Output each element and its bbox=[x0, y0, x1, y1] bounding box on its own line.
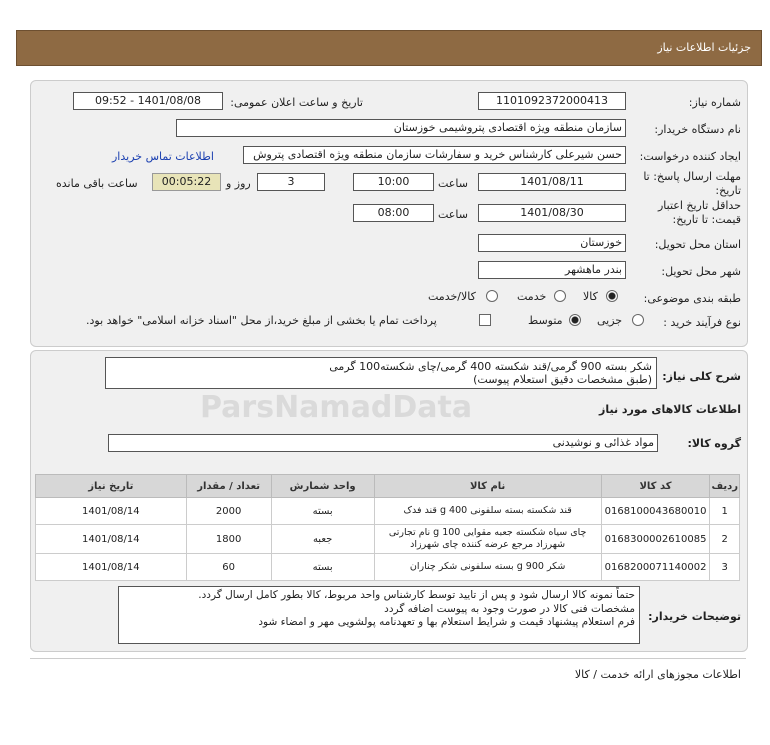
province-field: خوزستان bbox=[478, 234, 626, 252]
goods-group-field: مواد غذائی و نوشیدنی bbox=[108, 434, 658, 452]
summary-box bbox=[105, 357, 657, 389]
cell-code: 0168100043680010 bbox=[601, 498, 710, 525]
need-number-label: شماره نیاز: bbox=[688, 96, 741, 109]
category-option-goods-service: کالا/خدمت bbox=[428, 290, 476, 303]
deadline-time-field: 10:00 bbox=[353, 173, 434, 191]
category-radio-service[interactable] bbox=[554, 290, 566, 302]
col-name: نام کالا bbox=[374, 475, 601, 498]
footer-divider bbox=[30, 658, 746, 659]
cell-row: 2 bbox=[710, 525, 740, 554]
goods-table bbox=[35, 474, 740, 581]
validity-time-label: ساعت bbox=[438, 208, 468, 221]
cell-need-date: 1401/08/14 bbox=[36, 498, 187, 525]
buyer-contact-link[interactable]: اطلاعات تماس خریدار bbox=[112, 150, 214, 163]
summary-label: شرح کلی نیاز: bbox=[662, 370, 741, 383]
need-number-field: 1101092372000413 bbox=[478, 92, 626, 110]
treasury-payment-checkbox[interactable] bbox=[479, 314, 491, 326]
deadline-date-field: 1401/08/11 bbox=[478, 173, 626, 191]
buyer-org-label: نام دستگاه خریدار: bbox=[654, 123, 741, 136]
announce-date-label: تاریخ و ساعت اعلان عمومی: bbox=[230, 96, 363, 109]
watermark: ParsNamadData bbox=[200, 390, 473, 425]
cell-quantity: 60 bbox=[186, 554, 271, 581]
days-remaining-field: 3 bbox=[257, 173, 325, 191]
province-label: استان محل تحویل: bbox=[654, 238, 741, 251]
cell-name: چای سیاه شکسته جعبه مقوایی 100 g نام تجارتی شهرزاد مرجع عرضه کننده چای شهرزاد bbox=[374, 525, 601, 554]
notes-box bbox=[118, 586, 640, 644]
cell-row: 3 bbox=[710, 554, 740, 581]
summary-line1: شکر بسته 900 گرمی/قند شکسته 400 گرمی/چای شکسته100 گرمی bbox=[329, 360, 652, 373]
process-option-medium: متوسط bbox=[528, 314, 563, 327]
validity-time-field: 08:00 bbox=[353, 204, 434, 222]
category-radio-goods-service[interactable] bbox=[486, 290, 498, 302]
cell-quantity: 1800 bbox=[186, 525, 271, 554]
validity-date-field: 1401/08/30 bbox=[478, 204, 626, 222]
category-label: طبقه بندی موضوعی: bbox=[643, 292, 741, 305]
notes-label: توضیحات خریدار: bbox=[648, 610, 741, 623]
process-label: نوع فرآیند خرید : bbox=[663, 316, 741, 329]
goods-section-title: اطلاعات کالاهای مورد نیاز bbox=[599, 403, 741, 416]
col-row: ردیف bbox=[710, 475, 740, 498]
cell-quantity: 2000 bbox=[186, 498, 271, 525]
cell-code: 0168300002610085 bbox=[601, 525, 710, 554]
footer-permits-title: اطلاعات مجوزهای ارائه خدمت / کالا bbox=[574, 668, 741, 681]
buyer-org-field: سازمان منطقه ویژه اقتصادی پتروشیمی خوزستان bbox=[176, 119, 626, 137]
summary-line2: (طبق مشخصات دقیق استعلام پیوست) bbox=[473, 373, 652, 386]
cell-name: شکر 900 g بسته سلفونی شکر چناران bbox=[374, 554, 601, 581]
cell-need-date: 1401/08/14 bbox=[36, 525, 187, 554]
cell-name: قند شکسته بسته سلفونی 400 g قند فدک bbox=[374, 498, 601, 525]
category-radio-goods[interactable] bbox=[606, 290, 618, 302]
cell-code: 0168200071140002 bbox=[601, 554, 710, 581]
cell-row: 1 bbox=[710, 498, 740, 525]
col-quantity: تعداد / مقدار bbox=[186, 475, 271, 498]
goods-table-header bbox=[36, 475, 740, 498]
notes-line: فرم استعلام پیشنهاد قیمت و شرایط استعلام بها و تعهدنامه پولشویی مهر و امضاء شود bbox=[258, 616, 635, 628]
goods-group-label: گروه کالا: bbox=[687, 437, 741, 450]
remaining-time-label: ساعت باقی مانده bbox=[56, 177, 138, 190]
remaining-time-field: 00:05:22 bbox=[152, 173, 221, 191]
category-option-service: خدمت bbox=[517, 290, 547, 303]
notes-line: مشخصات فنی کالا در صورت وجود به پیوست اضافه گردد bbox=[384, 602, 635, 615]
cell-need-date: 1401/08/14 bbox=[36, 554, 187, 581]
process-radio-minor[interactable] bbox=[632, 314, 644, 326]
cell-unit: جعبه bbox=[271, 525, 374, 554]
validity-label-line1: حداقل تاریخ اعتبار bbox=[657, 199, 741, 212]
city-field: بندر ماهشهر bbox=[478, 261, 626, 279]
treasury-payment-note: پرداخت تمام یا بخشی از مبلغ خرید،از محل "اسناد خزانه اسلامی" خواهد بود. bbox=[86, 314, 437, 327]
creator-field: حسن شیرعلی کارشناس خرید و سفارشات سازمان منطقه ویژه اقتصادی پتروش bbox=[243, 146, 626, 164]
col-code: کد کالا bbox=[601, 475, 710, 498]
validity-label-line2: قیمت: تا تاریخ: bbox=[672, 213, 741, 226]
announce-date-field: 1401/08/08 - 09:52 bbox=[73, 92, 223, 110]
table-row bbox=[36, 554, 740, 581]
notes-line: حتماً نمونه کالا ارسال شود و پس از تایید توسط کارشناس واحد مربوط، کالا بطور کامل ارسال گردد. bbox=[198, 589, 635, 601]
page-title: جزئیات اطلاعات نیاز bbox=[657, 41, 751, 54]
cell-unit: بسته bbox=[271, 498, 374, 525]
deadline-time-label: ساعت bbox=[438, 177, 468, 190]
days-label: روز و bbox=[226, 177, 251, 190]
process-option-minor: جزیی bbox=[597, 314, 623, 327]
deadline-label-line2: تاریخ: bbox=[715, 184, 741, 197]
city-label: شهر محل تحویل: bbox=[661, 265, 741, 278]
process-radio-medium[interactable] bbox=[569, 314, 581, 326]
deadline-label-line1: مهلت ارسال پاسخ: تا bbox=[643, 170, 741, 183]
cell-unit: بسته bbox=[271, 554, 374, 581]
table-row bbox=[36, 498, 740, 525]
category-option-goods: کالا bbox=[583, 290, 598, 303]
creator-label: ایجاد کننده درخواست: bbox=[639, 150, 741, 163]
page-header bbox=[16, 30, 762, 66]
col-need-date: تاریخ نیاز bbox=[36, 475, 187, 498]
col-unit: واحد شمارش bbox=[271, 475, 374, 498]
table-row bbox=[36, 525, 740, 554]
